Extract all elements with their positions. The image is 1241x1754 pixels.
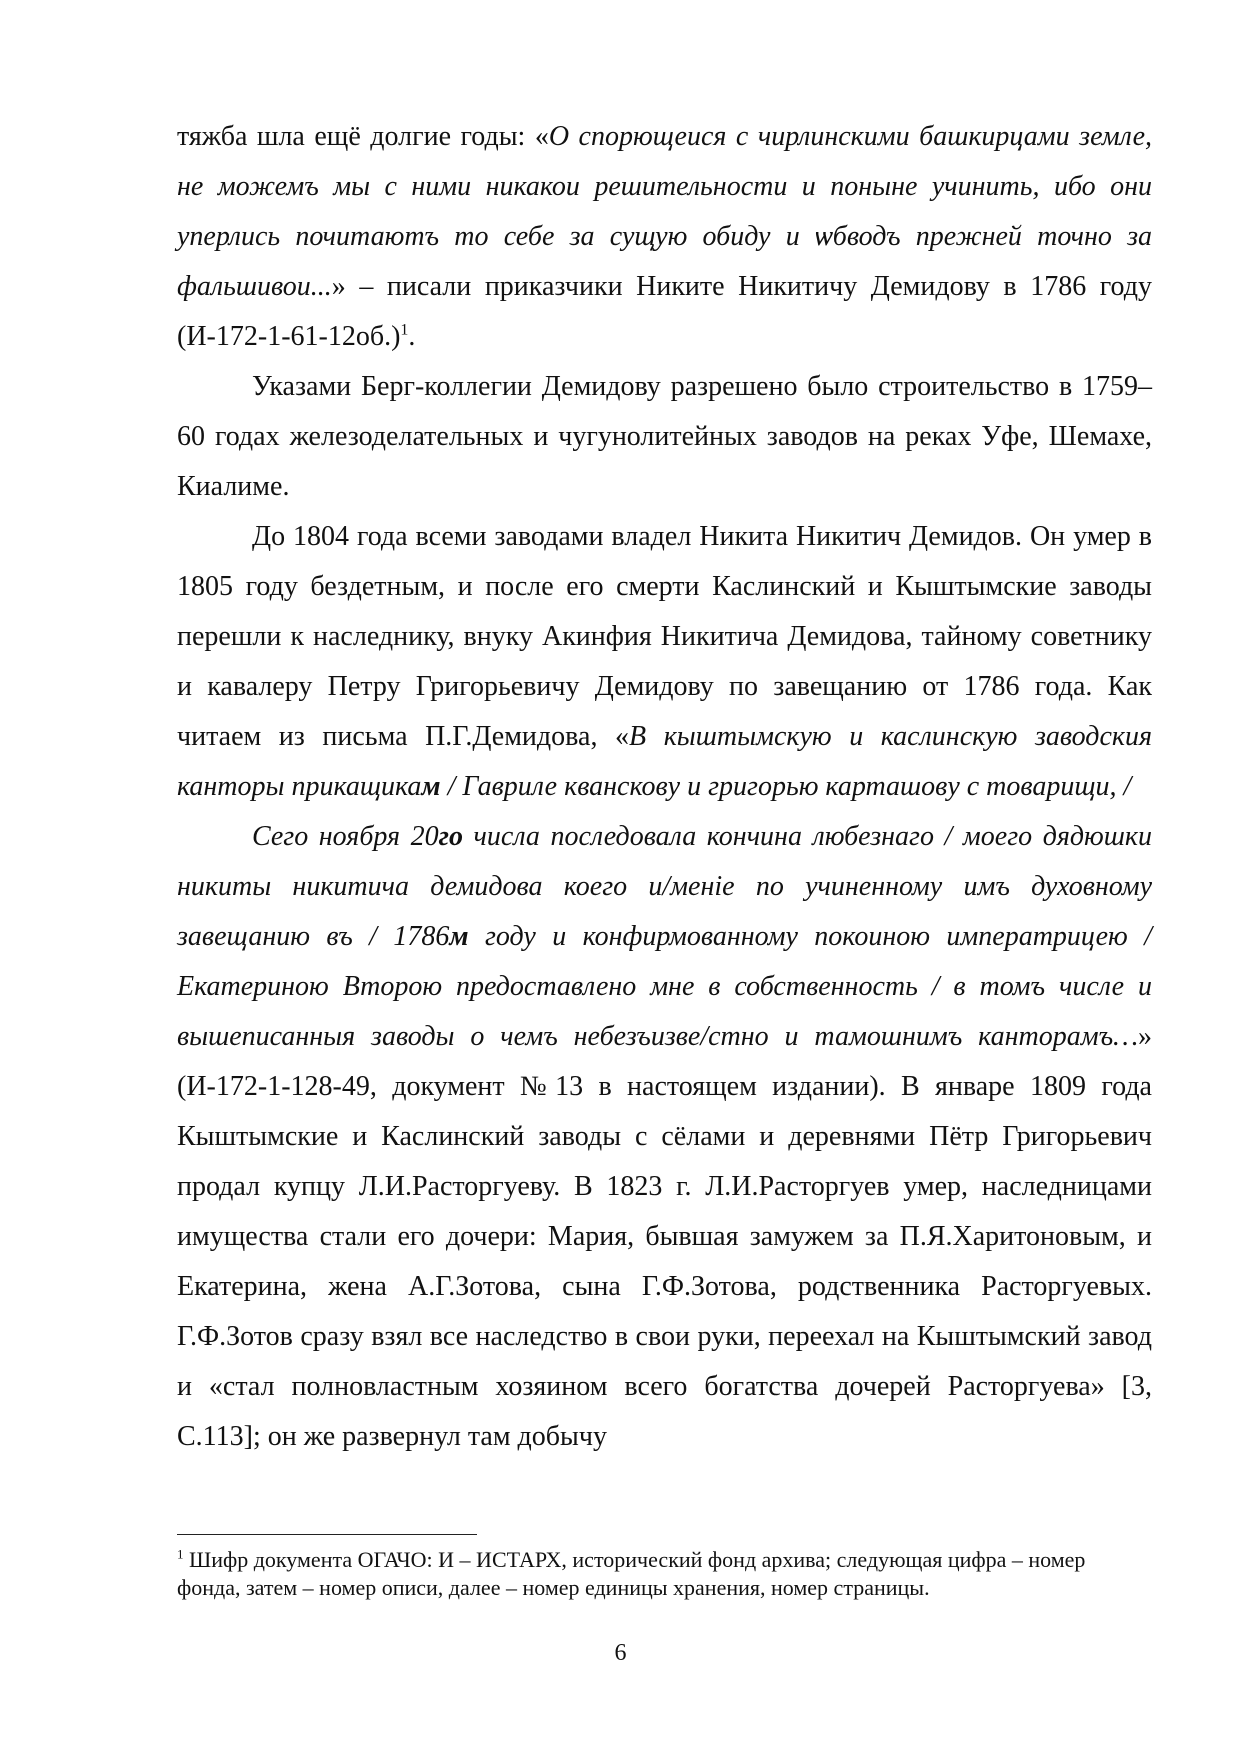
quotation-2-part-b: / Гавриле кванскову и григорью карташову с товарищи, / [440,771,1132,802]
footnote-text: Шифр документа ОГАЧО: И – ИСТАРХ, исторический фонд архива; следующая цифра – номер фонда, затем – номер описи, далее – номер единицы хранения, номер страницы. [177,1547,1086,1600]
paragraph-1-text-c: » – писали приказчики Никите Никитичу Демидову в 1786 году (И-172-1-61-12об.) [177,271,1152,352]
quotation-2-part-a: В кыштымскую и каслинскую заводския канторы прикащика [177,721,1153,802]
paragraph-3 [177,512,1152,812]
paragraph-4 [177,812,1152,1462]
footnote-reference[interactable]: 1 [400,321,409,339]
quotation-3-bold-suffix-1: го [438,821,463,852]
footnote-mark: 1 [177,1546,184,1562]
page-number: 6 [614,1640,627,1666]
paragraph-1-text-a: тяжба шла ещё долгие годы: « [177,121,549,152]
document-body [177,112,1152,1462]
quotation-3-part-b: числа последовала кончина любезнаго / моего дядюшки никиты никитича демидова коего и/менiе по учиненному имъ духовному завещанию въ / 1786 [177,821,1153,952]
quotation-3-bold-suffix-2: м [449,921,469,952]
paragraph-1 [177,112,1152,362]
quotation-2-bold-letter: м [421,771,441,802]
paragraph-1-text-d: . [408,321,416,352]
paragraph-3-text-a: До 1804 года всеми заводами владел Никита Никитич Демидов. Он умер в 1805 году бездетным, и после его смерти Каслинский и Кыштымские заводы перешли к наследнику, внуку Акинфия Никитича Демидова, тайному советнику и кавалеру Петру Григорьевичу Демидову по завещанию от 1786 года. Как читаем из письма П.Г.Демидова, « [177,521,1152,752]
quotation-1: О спорющеися с чирлинскими башкирцами земле, не можемъ мы с ними никакои решительности и поныне учинить, ибо они уперлись почитаютъ то себе за сущую обиду и ѡбводъ прежней точно за фальшивои... [177,121,1152,302]
paragraph-4-text: » (И-172-1-128-49, документ №13 в настоящем издании). В январе 1809 года Кыштымские и Каслинский заводы с сёлами и деревнями Пётр Григорьевич продал купцу Л.И.Расторгуеву. В 1823 г. Л.И.Расторгуев умер, наследницами имущества стали его дочери: Мария, бывшая замужем за П.Я.Харитоновым, и Екатерина, жена А.Г.Зотова, сына Г.Ф.Зотова, родственника Расторгуевых. Г.Ф.Зотов сразу взял все наследство в свои руки, переехал на Кыштымский завод и «стал полновластным хозяином всего богатства дочерей Расторгуева» [3, С.113]; он же развернул там добычу [177,1021,1152,1452]
footnote [177,1546,1107,1602]
quotation-3-part-a: Сего ноября 20 [252,821,439,852]
paragraph-2: Указами Берг-коллегии Демидову разрешено было строительство в 1759–60 годах железоделательных и чугунолитейных заводов на реках Уфе, Шемахе, Киалиме. [177,371,1152,502]
quotation-3-part-c: году и конфирмованному покоиною императрицею / Екатериною Второю предоставлено мне в собственность / в томъ числе и вышеписанныя заводы о чемъ небезъизве/стно и тамошнимъ канторамъ… [177,921,1153,1052]
footnote-separator [177,1534,477,1535]
